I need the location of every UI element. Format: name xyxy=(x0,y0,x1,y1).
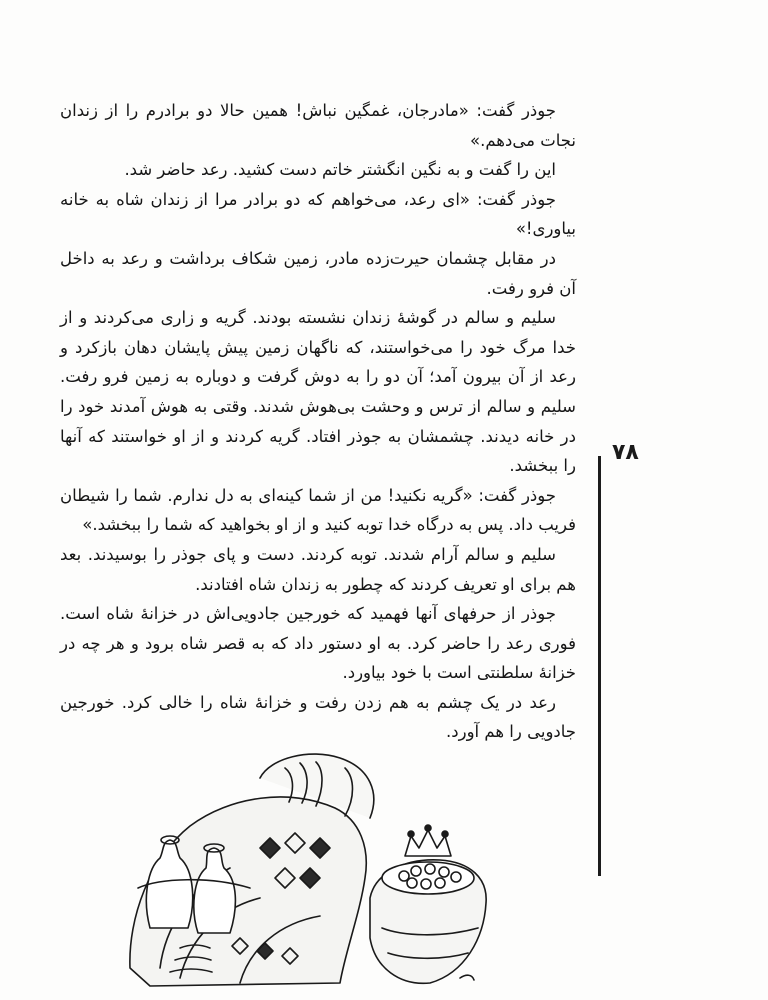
paragraph: جوذر گفت: «مادرجان، غمگین نباش! همین حالا دو برادرم را از زندان نجات می‌دهم.» xyxy=(60,101,576,150)
story-text xyxy=(60,96,576,747)
paragraph: جوذر گفت: «ای رعد، می‌خواهم که دو برادر مرا از زندان شاه به خانه بیاوری!» xyxy=(60,189,576,239)
paragraph: سلیم و سالم در گوشهٔ زندان نشسته بودند. گریه و زاری می‌کردند و از خدا مرگ خود را می‌خواستند، که ناگهان زمین پیش پایشان دهان بازکرد و رعد از آن بیرون آمد؛ آن دو را به دوش گرفت و دوباره به زمین فرو رفت. سلیم و سالم از ترس و وحشت بی‌هوش شدند. وقتی به هوش آمدند خود را در خانه دیدند. چشمشان به جوذر افتاد. گریه کردند و از او خواستند که آنها را ببخشد. xyxy=(60,308,576,476)
treasure-illustration xyxy=(120,738,500,988)
paragraph: جوذر از حرفهای آنها فهمید که خورجین جادویی‌اش در خزانهٔ شاه است. فوری رعد را حاضر کرد. به او دستور داد که به قصر شاه برود و هر چه در خزانهٔ سلطنتی است با خود بیاورد. xyxy=(60,604,576,683)
paragraph: سلیم و سالم آرام شدند. توبه کردند. دست و پای جوذر را بوسیدند. بعد هم برای او تعریف کردند که چطور به زندان شاه افتادند. xyxy=(60,544,576,594)
paragraph: در مقابل چشمان حیرت‌زده مادر، زمین شکاف برداشت و رعد به داخل آن فرو رفت. xyxy=(60,248,576,298)
paragraph: جوذر گفت: «گریه نکنید! من از شما کینه‌ای به دل ندارم. شما را شیطان فریب داد. پس به درگاه خدا توبه کنید و از او بخواهید که شما را ببخشد.» xyxy=(60,485,576,535)
paragraph: این را گفت و به نگین انگشتر خاتم دست کشید. رعد حاضر شد. xyxy=(124,160,556,180)
page-number: ۷۸ xyxy=(612,440,639,465)
paragraph: رعد در یک چشم به هم زدن رفت و خزانهٔ شاه را خالی کرد. خورجین جادویی را هم آورد. xyxy=(60,692,576,742)
margin-rule xyxy=(598,456,601,876)
